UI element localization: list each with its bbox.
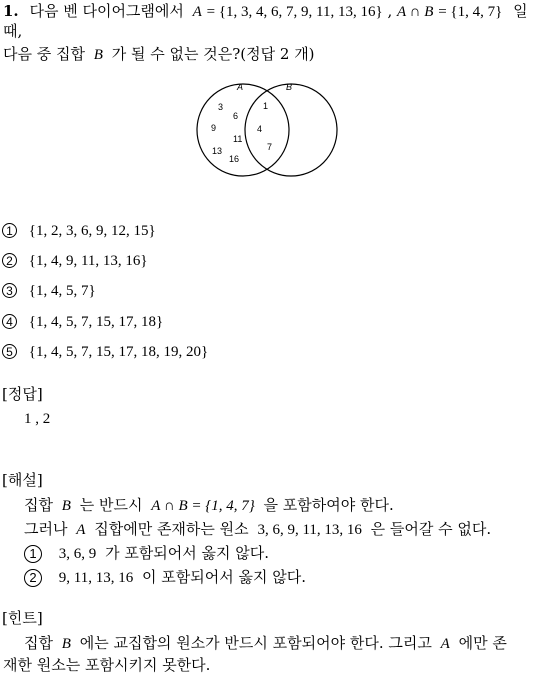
hint-line-1 — [24, 634, 507, 653]
explanation-header: [해설] — [2, 471, 43, 489]
explanation-text: 을 포함하여야 한다. — [263, 496, 394, 514]
venn-element: 6 — [233, 111, 239, 121]
choice-5[interactable] — [2, 342, 208, 361]
answer-value: 1 , 2 — [24, 411, 51, 427]
intersection-expression: A ∩ B = {1, 4, 7} — [151, 498, 255, 514]
explanation-item-marker: 1 — [24, 545, 42, 563]
explanation-values: 9, 11, 13, 16 — [58, 570, 134, 586]
explanation-text: 은 들어갈 수 없다. — [370, 520, 492, 538]
answer-header: [정답] — [2, 385, 43, 403]
set-b-symbol: B — [61, 636, 71, 652]
set-a-symbol: A — [440, 636, 450, 652]
venn-element: 1 — [263, 101, 269, 111]
venn-diagram — [0, 75, 534, 275]
question-number: 1. — [3, 2, 19, 20]
hint-line-2: 재한 원소는 포함시키지 못한다. — [3, 656, 211, 674]
choice-marker: 1 — [2, 223, 17, 238]
choice-text: {1, 4, 5, 7} — [28, 283, 96, 299]
venn-label-b: B — [286, 82, 293, 92]
choice-text: {1, 4, 9, 11, 13, 16} — [28, 253, 148, 269]
venn-element: 7 — [267, 142, 273, 152]
venn-element: 11 — [233, 134, 243, 144]
choice-1[interactable] — [2, 221, 156, 240]
hint-text: 집합 — [24, 634, 53, 652]
choice-text: {1, 2, 3, 6, 9, 12, 15} — [28, 223, 156, 239]
question-line-3-prefix: 다음 중 집합 — [3, 45, 85, 63]
explanation-text: 가 포함되어서 옳지 않다. — [105, 544, 270, 562]
hint-text: 에는 교집합의 원소가 반드시 포함되어야 한다. 그리고 — [79, 634, 432, 652]
question-text-suffix: 일 — [513, 2, 528, 20]
venn-element: 3 — [218, 102, 224, 112]
set-a-symbol: A — [76, 522, 86, 538]
venn-element: 13 — [212, 146, 223, 156]
choice-4[interactable] — [2, 312, 163, 331]
choice-marker: 2 — [2, 253, 17, 268]
choice-3[interactable] — [2, 281, 96, 300]
question-line-3 — [3, 45, 315, 64]
explanation-text: 는 반드시 — [79, 496, 143, 514]
intersection-expression: A ∩ B — [397, 4, 434, 20]
explanation-line-1 — [24, 496, 394, 515]
choice-text: {1, 4, 5, 7, 15, 17, 18, 19, 20} — [28, 344, 209, 360]
question-text-prefix: 다음 벤 다이어그램에서 — [29, 2, 184, 20]
set-a-symbol: A — [192, 4, 202, 20]
venn-element: 9 — [211, 123, 217, 133]
question-line-2: 때, — [3, 22, 23, 40]
hint-header: [힌트] — [2, 609, 43, 627]
intersection-definition: = {1, 4, 7} — [438, 4, 503, 20]
choice-2[interactable] — [2, 251, 148, 270]
explanation-values: 3, 6, 9, 11, 13, 16 — [257, 522, 362, 538]
question-line-3-suffix: 가 될 수 없는 것은?(정답 2 개) — [111, 45, 315, 63]
explanation-text: 그러나 — [24, 520, 68, 538]
comma: , — [387, 2, 398, 20]
choice-marker: 3 — [2, 283, 17, 298]
question-line-1 — [3, 2, 528, 21]
explanation-item-1 — [24, 544, 269, 563]
explanation-text: 이 포함되어서 옳지 않다. — [142, 568, 306, 586]
set-b-symbol: B — [61, 498, 71, 514]
choice-text: {1, 4, 5, 7, 15, 17, 18} — [28, 314, 164, 330]
venn-element: 16 — [229, 154, 240, 164]
choice-marker: 5 — [2, 344, 17, 359]
explanation-line-2 — [24, 520, 491, 539]
venn-element: 4 — [257, 124, 263, 134]
explanation-text: 집합에만 존재하는 원소 — [94, 520, 249, 538]
set-a-definition: = {1, 3, 4, 6, 7, 9, 11, 13, 16} — [206, 4, 383, 20]
set-b-symbol: B — [93, 47, 103, 63]
explanation-item-marker: 2 — [24, 569, 42, 587]
explanation-item-2 — [24, 568, 306, 587]
venn-label-a: A — [237, 82, 244, 92]
choice-marker: 4 — [2, 314, 17, 329]
hint-text: 에만 존 — [458, 634, 507, 652]
explanation-text: 집합 — [24, 496, 53, 514]
explanation-values: 3, 6, 9 — [58, 546, 97, 562]
